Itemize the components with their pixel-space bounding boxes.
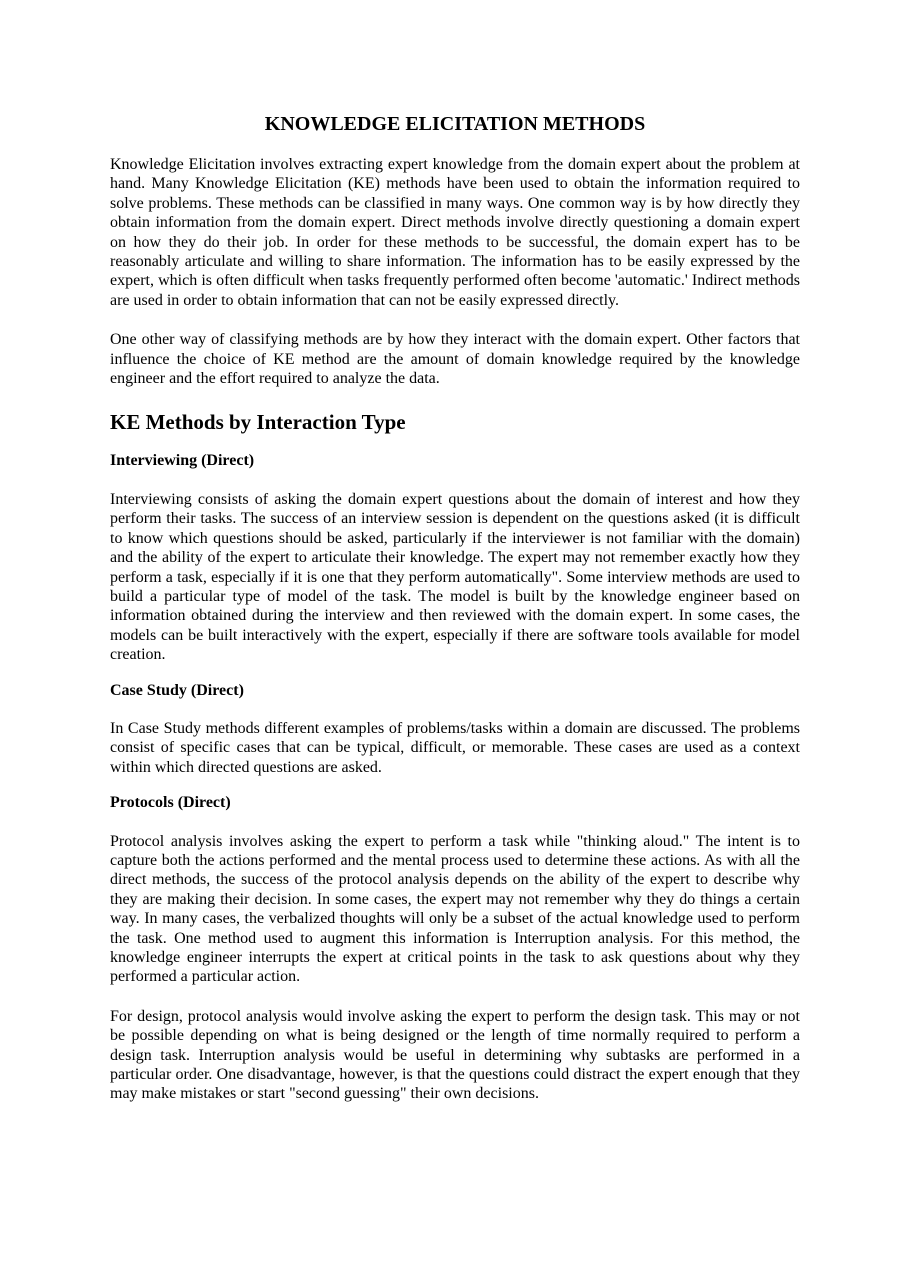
intro-paragraph-1: Knowledge Elicitation involves extracting expert knowledge from the domain expert about the problem at hand. Many Knowledge Elicitation (KE) methods have been used to obtain the information required to solve problems. These methods can be classified in many ways. One common way is by how directly they obtain information from the domain expert. Direct methods involve directly questioning a domain expert on how they do their job. In order for these methods to be successful, the domain expert has to be reasonably articulate and willing to share information. The information has to be easily expressed by the expert, which is often difficult when tasks frequently performed often become 'automatic.' Indirect methods are used in order to obtain information that can not be easily expressed directly.: [110, 156, 800, 309]
protocols-paragraph-1: Protocol analysis involves asking the expert to perform a task while "thinking aloud." The intent is to capture both the actions performed and the mental process used to determine these actions. As with all the direct methods, the success of the protocol analysis depends on the ability of the expert to describe why they are making their decision. In some cases, the expert may not remember why they do things a certain way. In many cases, the verbalized thoughts will only be a subset of the actual knowledge used to perform the task. One method used to augment this information is Interruption analysis. For this method, the knowledge engineer interrupts the expert at critical points in the task to ask questions about why they performed a particular action.: [110, 832, 800, 986]
interviewing-paragraph: Interviewing consists of asking the domain expert questions about the domain of interest and how they perform their tasks. The success of an interview session is dependent on the questions asked (it is difficult to know which questions should be asked, particularly if the interviewer is not familiar with the domain) and the ability of the expert to articulate their knowledge. The expert may not remember exactly how they perform a task, especially if it is one that they perform automatically". Some interview methods are used to build a particular type of model of the task. The model is built by the knowledge engineer based on information obtained during the interview and then reviewed with the domain expert. In some cases, the models can be built interactively with the expert, especially if there are software tools available for model creation.: [110, 490, 800, 664]
subsection-heading-interviewing: Interviewing (Direct): [110, 452, 255, 470]
subsection-heading-protocols: Protocols (Direct): [110, 794, 231, 812]
section-heading: KE Methods by Interaction Type: [110, 410, 406, 435]
document-title: KNOWLEDGE ELICITATION METHODS: [264, 113, 646, 135]
protocols-paragraph-2: For design, protocol analysis would involve asking the expert to perform the design task. This may or not be possible depending on what is being designed or the length of time normally required to perform a design task. Interruption analysis would be useful in determining why subtasks are performed in a particular order. One disadvantage, however, is that the questions could distract the expert enough that they may make mistakes or start "second guessing" their own decisions.: [110, 1007, 800, 1103]
case-study-paragraph: In Case Study methods different examples of problems/tasks within a domain are discussed. The problems consist of specific cases that can be typical, difficult, or memorable. These cases are used as a context within which directed questions are asked.: [110, 719, 800, 776]
subsection-heading-case-study: Case Study (Direct): [110, 681, 244, 699]
document-page: [110, 0, 800, 1104]
intro-paragraph-2: One other way of classifying methods are by how they interact with the domain expert. Other factors that influence the choice of KE method are the amount of domain knowledge required by the knowledge engineer and the effort required to analyze the data.: [110, 331, 800, 388]
